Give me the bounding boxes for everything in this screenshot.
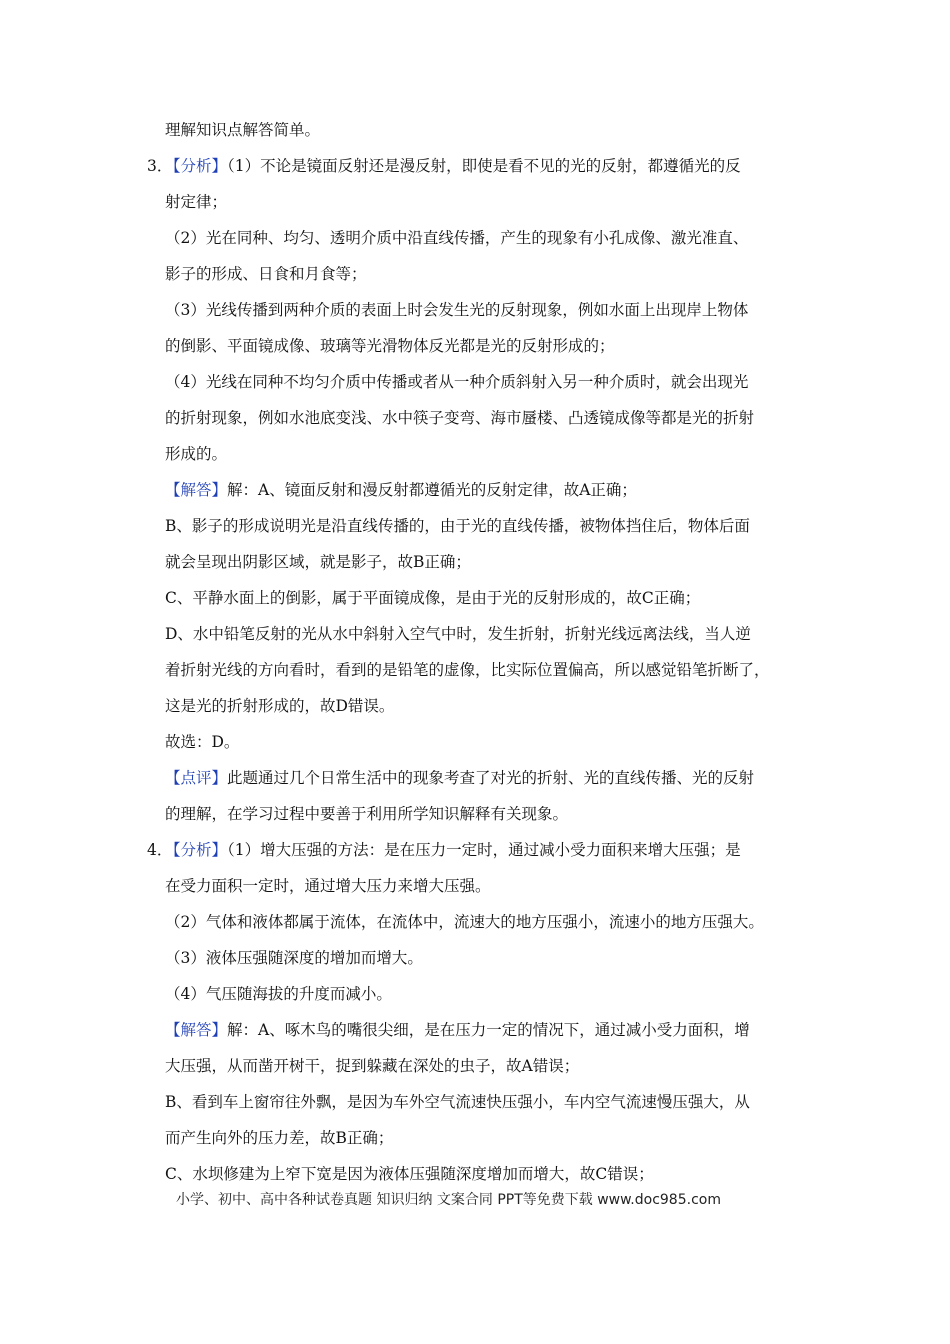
text-line: C、平静水面上的倒影，属于平面镜成像，是由于光的反射形成的，故C正确；	[165, 589, 701, 607]
text-line: 的理解，在学习过程中要善于利用所学知识解释有关现象。	[165, 805, 569, 823]
text-line: 【解答】解：A、镜面反射和漫反射都遵循光的反射定律，故A正确；	[165, 481, 637, 499]
answer-tag: 【解答】	[165, 481, 228, 499]
text-line: （3）液体压强随深度的增加而增大。	[165, 949, 423, 967]
text-line: 【分析】（1）增大压强的方法：是在压力一定时，通过减小受力面积来增大压强；是	[165, 841, 741, 859]
text-line: D、水中铅笔反射的光从水中斜射入空气中时，发生折射，折射光线远离法线，当人逆	[165, 625, 751, 643]
text-line: C、水坝修建为上窄下宽是因为液体压强随深度增加而增大，故C错误；	[165, 1165, 654, 1183]
text-line: 【解答】解：A、啄木鸟的嘴很尖细，是在压力一定的情况下，通过减小受力面积，增	[165, 1021, 750, 1039]
text-line: （4）光线在同种不均匀介质中传播或者从一种介质斜射入另一种介质时，就会出现光	[165, 373, 749, 391]
text-line: 故选：D。	[165, 733, 240, 751]
question-number: 3．	[147, 157, 173, 175]
text-line: 的折射现象，例如水池底变浅、水中筷子变弯、海市蜃楼、凸透镜成像等都是光的折射	[165, 409, 755, 427]
text-line: （3）光线传播到两种介质的表面上时会发生光的反射现象，例如水面上出现岸上物体	[165, 301, 749, 319]
text-line: 大压强，从而凿开树干，捉到躲藏在深处的虫子，故A错误；	[165, 1057, 580, 1075]
text-line: （2）气体和液体都属于流体，在流体中，流速大的地方压强小，流速小的地方压强大。	[165, 913, 764, 931]
text-line: 理解知识点解答简单。	[165, 121, 321, 139]
text-line: （2）光在同种、均匀、透明介质中沿直线传播，产生的现象有小孔成像、激光准直、	[165, 229, 749, 247]
page-footer: 小学、初中、高中各种试卷真题 知识归纳 文案合同 PPT等免费下载 www.doc985.com	[176, 1192, 721, 1208]
text-line: 的倒影、平面镜成像、玻璃等光滑物体反光都是光的反射形成的；	[165, 337, 615, 355]
text-line: （4）气压随海拔的升度而减小。	[165, 985, 392, 1003]
analysis-tag: 【分析】	[165, 841, 228, 859]
text-line: 就会呈现出阴影区域，就是影子，故B正确；	[165, 553, 471, 571]
text-line: 影子的形成、日食和月食等；	[165, 265, 367, 283]
text-line: 在受力面积一定时，通过增大压力来增大压强。	[165, 877, 491, 895]
comment-tag: 【点评】	[165, 769, 228, 787]
text-line: 着折射光线的方向看时，看到的是铅笔的虚像，比实际位置偏高，所以感觉铅笔折断了，	[165, 661, 770, 679]
analysis-tag: 【分析】	[165, 157, 228, 175]
text-line: 【点评】此题通过几个日常生活中的现象考查了对光的折射、光的直线传播、光的反射	[165, 769, 755, 787]
text-line: 这是光的折射形成的，故D错误。	[165, 697, 395, 715]
text-line: 射定律；	[165, 193, 228, 211]
text-line: 形成的。	[165, 445, 228, 463]
question-number: 4．	[147, 841, 173, 859]
answer-tag: 【解答】	[165, 1021, 228, 1039]
text-line: 【分析】（1）不论是镜面反射还是漫反射，即使是看不见的光的反射，都遵循光的反	[165, 157, 741, 175]
text-line: B、看到车上窗帘往外飘，是因为车外空气流速快压强小，车内空气流速慢压强大，从	[165, 1093, 750, 1111]
text-line: 而产生向外的压力差，故B正确；	[165, 1129, 394, 1147]
text-line: B、影子的形成说明光是沿直线传播的，由于光的直线传播，被物体挡住后，物体后面	[165, 517, 750, 535]
